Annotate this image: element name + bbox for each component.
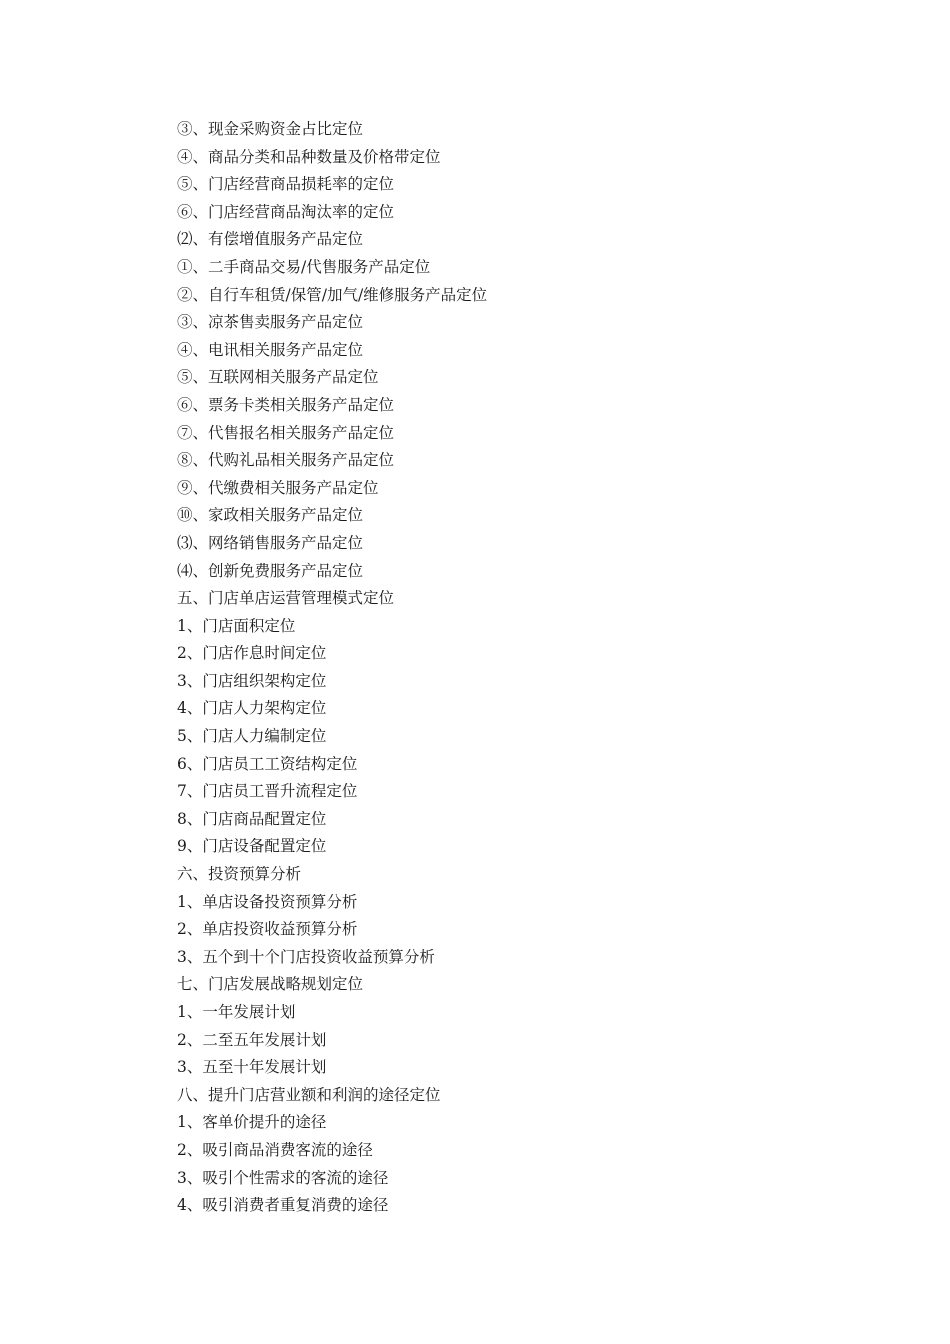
outline-line: ⑦、代售报名相关服务产品定位	[177, 423, 395, 442]
outline-list	[177, 116, 877, 1220]
outline-line: 3、吸引个性需求的客流的途径	[177, 1168, 389, 1187]
outline-line: ⑧、代购礼品相关服务产品定位	[177, 451, 395, 470]
section-heading: 七、门店发展战略规划定位	[177, 975, 364, 994]
outline-line: 1、客单价提升的途径	[177, 1113, 327, 1132]
section-heading: 八、提升门店营业额和利润的途径定位	[177, 1085, 441, 1104]
outline-line: ⑷、创新免费服务产品定位	[177, 561, 364, 580]
outline-line: 3、门店组织架构定位	[177, 671, 327, 690]
outline-line: ⑥、门店经营商品淘汰率的定位	[177, 202, 395, 221]
outline-line: ①、二手商品交易/代售服务产品定位	[177, 257, 431, 276]
outline-line: 2、单店投资收益预算分析	[177, 920, 358, 939]
outline-line: 4、吸引消费者重复消费的途径	[177, 1196, 389, 1215]
outline-line: 7、门店员工晋升流程定位	[177, 782, 358, 801]
outline-line: 9、门店设备配置定位	[177, 837, 327, 856]
outline-line: 5、门店人力编制定位	[177, 727, 327, 746]
outline-line: ⑤、互联网相关服务产品定位	[177, 368, 379, 387]
outline-line: 1、门店面积定位	[177, 616, 296, 635]
outline-line: 1、单店设备投资预算分析	[177, 892, 358, 911]
outline-line: 2、门店作息时间定位	[177, 644, 327, 663]
outline-line: 1、一年发展计划	[177, 1003, 296, 1021]
outline-line: ④、商品分类和品种数量及价格带定位	[177, 147, 441, 166]
outline-line: ③、现金采购资金占比定位	[177, 120, 364, 138]
outline-line: 8、门店商品配置定位	[177, 809, 327, 828]
section-heading: 六、投资预算分析	[177, 865, 302, 884]
section-heading: 五、门店单店运营管理模式定位	[177, 589, 395, 608]
outline-line: ③、凉茶售卖服务产品定位	[177, 313, 364, 332]
outline-line: 3、五至十年发展计划	[177, 1058, 327, 1077]
outline-line: 2、吸引商品消费客流的途径	[177, 1140, 373, 1159]
outline-line: 3、五个到十个门店投资收益预算分析	[177, 947, 435, 966]
outline-line: ⑨、代缴费相关服务产品定位	[177, 478, 379, 497]
outline-line: ⑵、有偿增值服务产品定位	[177, 230, 364, 249]
outline-line: 4、门店人力架构定位	[177, 699, 327, 718]
outline-line: 2、二至五年发展计划	[177, 1030, 327, 1049]
outline-line: ⑩、家政相关服务产品定位	[177, 506, 364, 525]
outline-line: ⑤、门店经营商品损耗率的定位	[177, 175, 395, 194]
outline-line: ⑶、网络销售服务产品定位	[177, 533, 364, 552]
outline-line: ⑥、票务卡类相关服务产品定位	[177, 395, 395, 414]
outline-line: ④、电讯相关服务产品定位	[177, 340, 364, 359]
outline-line: ②、自行车租赁/保管/加气/维修服务产品定位	[177, 285, 488, 304]
outline-line: 6、门店员工工资结构定位	[177, 754, 358, 773]
